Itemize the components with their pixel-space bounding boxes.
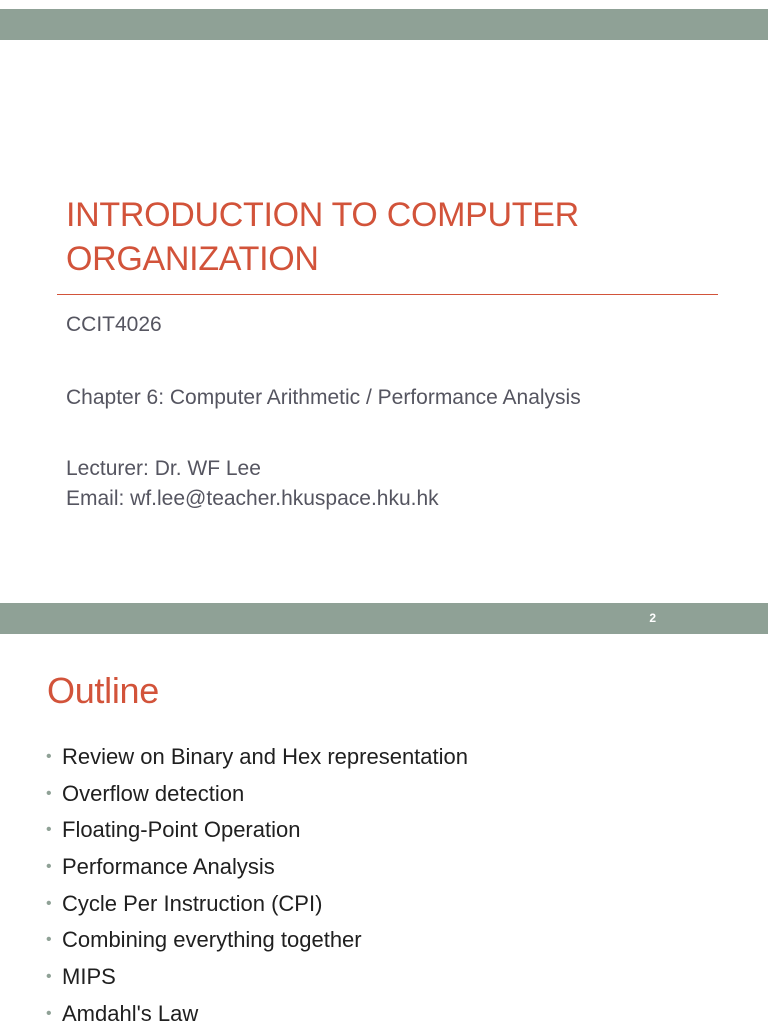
lecturer-name: Lecturer: Dr. WF Lee [66, 457, 261, 480]
slide1-title-line1: INTRODUCTION TO COMPUTER [66, 196, 579, 234]
bullet-icon: • [46, 821, 52, 839]
bullet-icon: • [46, 1004, 52, 1022]
chapter-title: Chapter 6: Computer Arithmetic / Performance Analysis [66, 386, 581, 409]
slide1-header-bar [0, 9, 768, 40]
bullet-icon: • [46, 784, 52, 802]
list-item: • Review on Binary and Hex representation [46, 741, 468, 778]
slide2-header-bar [0, 603, 768, 634]
slide-number: 2 [649, 611, 656, 625]
list-item: • Amdahl's Law [46, 998, 468, 1035]
bullet-icon: • [46, 931, 52, 949]
list-item: • Overflow detection [46, 778, 468, 815]
bullet-icon: • [46, 894, 52, 912]
outline-heading: Outline [47, 670, 159, 711]
list-item: • MIPS [46, 961, 468, 998]
lecturer-email: Email: wf.lee@teacher.hkuspace.hku.hk [66, 487, 439, 510]
list-item: • Performance Analysis [46, 851, 468, 888]
slide1-title-line2: ORGANIZATION [66, 240, 319, 278]
course-code: CCIT4026 [66, 313, 162, 336]
bullet-icon: • [46, 968, 52, 986]
bullet-icon: • [46, 748, 52, 765]
list-item: • Floating-Point Operation [46, 814, 468, 851]
list-item: • Combining everything together [46, 924, 468, 961]
title-divider [57, 294, 718, 295]
outline-list [46, 741, 468, 1035]
list-item: • Cycle Per Instruction (CPI) [46, 888, 468, 925]
bullet-icon: • [46, 858, 52, 876]
